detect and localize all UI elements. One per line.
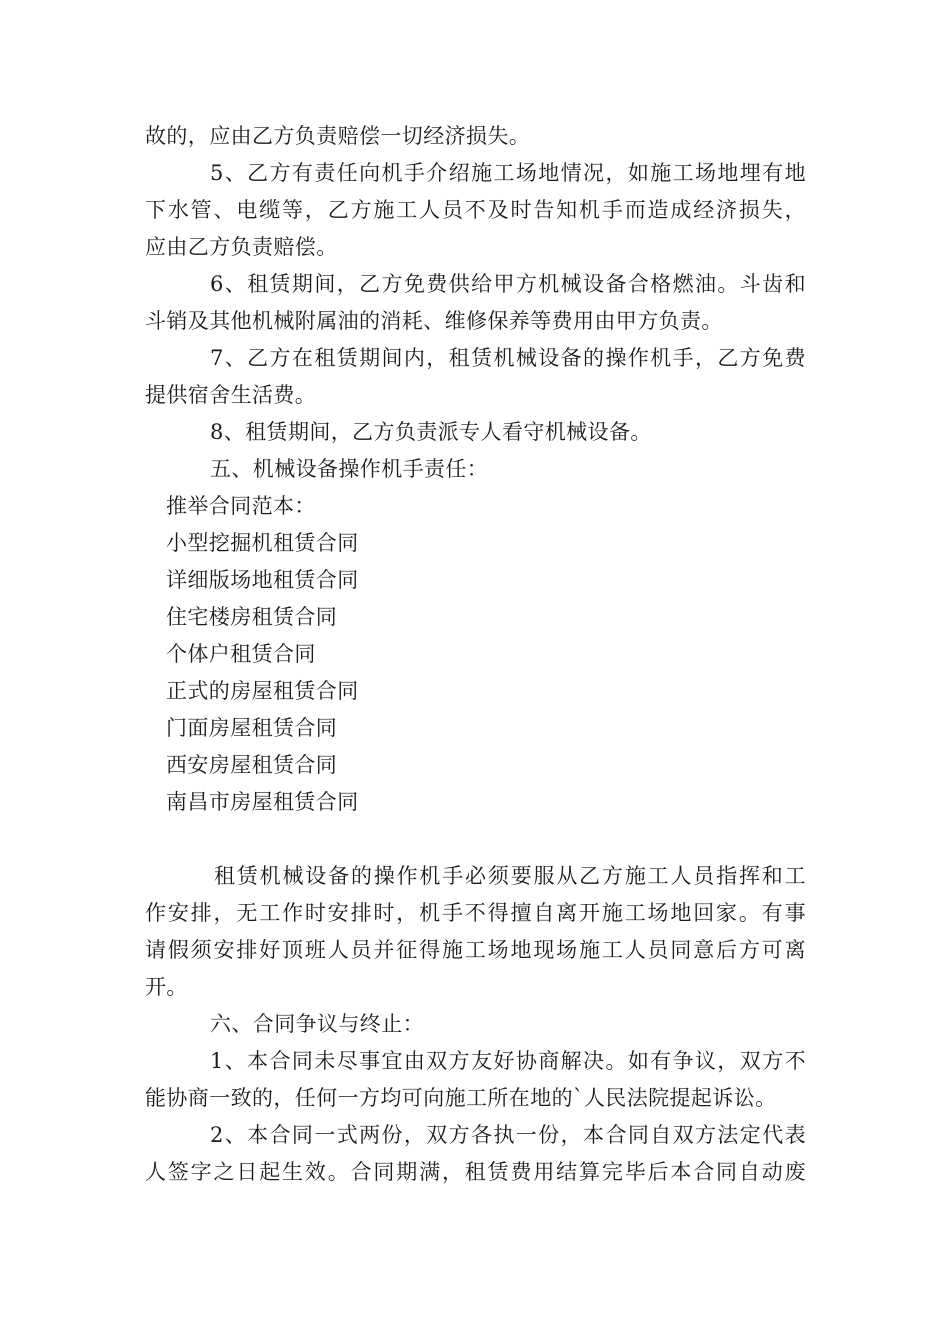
paragraph-line: 7、乙方在租赁期间内，租赁机械设备的操作机手，乙方免费 [210,346,806,370]
paragraph-line: 2、本合同一式两份，双方各执一份，本合同自双方法定代表 [210,1123,806,1147]
paragraph-line: 开。 [145,975,188,999]
recommend-link[interactable]: 住宅楼房租赁合同 [166,605,338,629]
paragraph-line: 提供宿舍生活费。 [145,383,317,407]
recommend-link[interactable]: 个体户租赁合同 [166,642,316,666]
paragraph-line: 人签字之日起生效。合同期满，租赁费用结算完毕后本合同自动废 [145,1160,806,1184]
section-heading: 五、机械设备操作机手责任： [210,457,489,481]
paragraph-line: 请假须安排好顶班人员并征得施工场地现场施工人员同意后方可离 [145,938,806,962]
paragraph-line: 下水管、电缆等，乙方施工人员不及时告知机手而造成经济损失， [145,198,806,222]
paragraph-line: 6、租赁期间，乙方免费供给甲方机械设备合格燃油。斗齿和 [210,272,806,296]
paragraph-line: 应由乙方负责赔偿。 [145,235,338,259]
paragraph-line: 8、租赁期间，乙方负责派专人看守机械设备。 [210,420,652,444]
paragraph-line: 1、本合同未尽事宜由双方友好协商解决。如有争议，双方不 [210,1049,806,1073]
recommend-link[interactable]: 南昌市房屋租赁合同 [166,790,359,814]
recommend-link[interactable]: 门面房屋租赁合同 [166,716,338,740]
paragraph-line: 作安排，无工作时安排时，机手不得擅自离开施工场地回家。有事 [145,901,806,925]
section-heading: 六、合同争议与终止： [210,1012,424,1036]
paragraph-line: 能协商一致的，任何一方均可向施工所在地的`人民法院提起诉讼。 [145,1086,777,1110]
recommend-link[interactable]: 正式的房屋租赁合同 [166,679,359,703]
paragraph-line: 租赁机械设备的操作机手必须要服从乙方施工人员指挥和工 [214,864,806,888]
paragraph-line: 5、乙方有责任向机手介绍施工场地情况，如施工场地埋有地 [210,161,806,185]
recommend-link[interactable]: 详细版场地租赁合同 [166,568,359,592]
paragraph-line: 斗销及其他机械附属油的消耗、维修保养等费用由甲方负责。 [145,309,723,333]
recommend-link[interactable]: 西安房屋租赁合同 [166,753,338,777]
paragraph-line: 故的，应由乙方负责赔偿一切经济损失。 [145,124,531,148]
recommend-link[interactable]: 小型挖掘机租赁合同 [166,531,359,555]
recommend-heading: 推举合同范本： [166,494,316,518]
